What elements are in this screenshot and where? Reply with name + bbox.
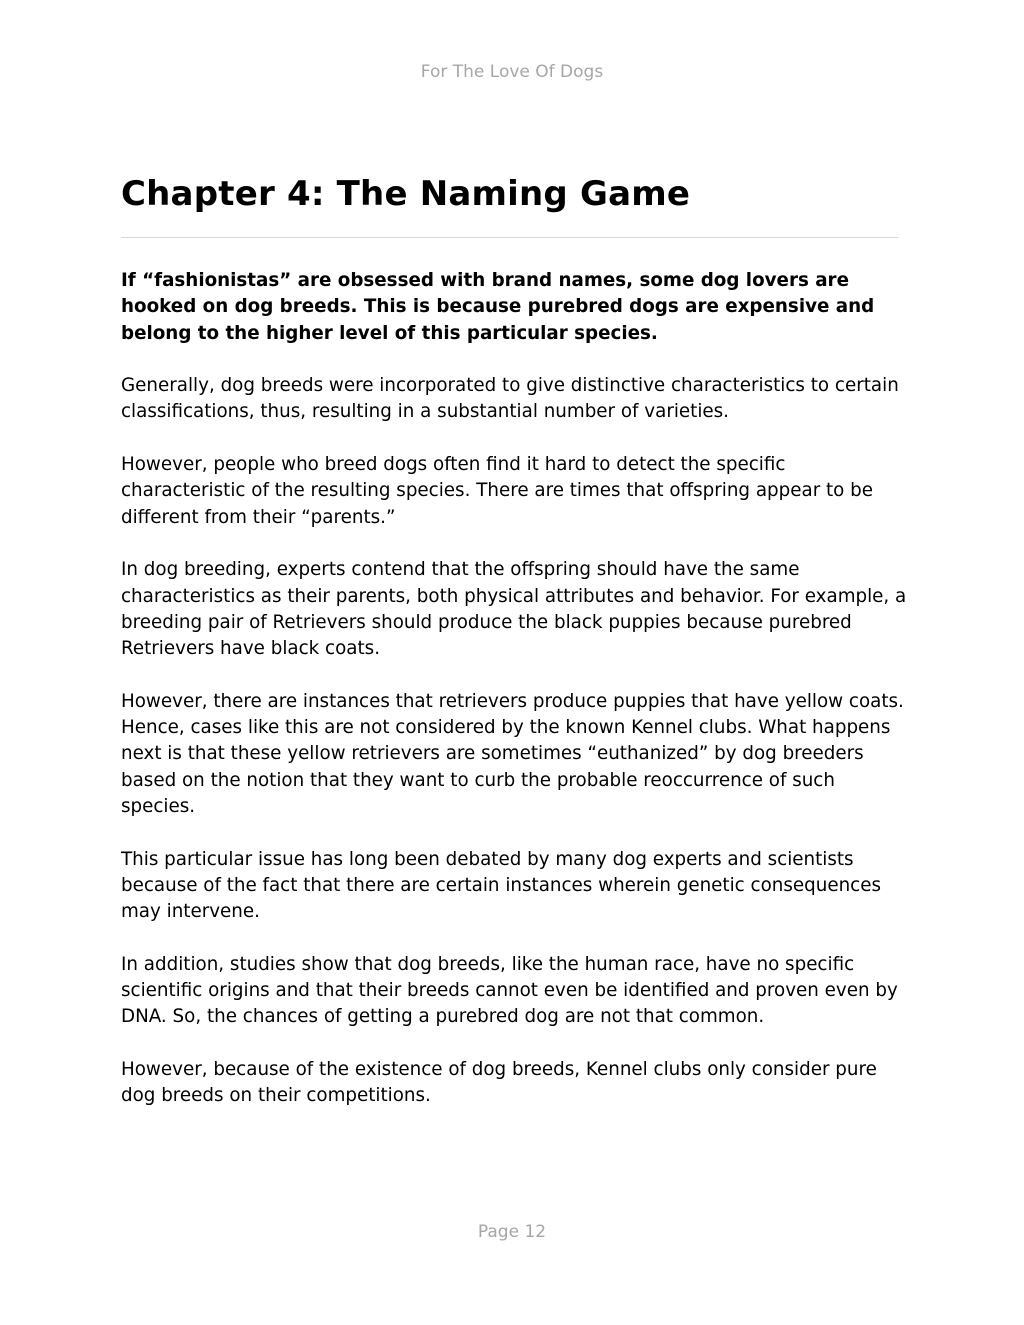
running-header: For The Love Of Dogs [420,62,604,82]
body-paragraph: However, because of the existence of dog breeds, Kennel clubs only consider pure dog breeds on their competitions. [121,1058,877,1107]
title-divider [121,237,899,238]
body-paragraph: This particular issue has long been debated by many dog experts and scientists because of the fact that there are certain instances wherein genetic consequences may intervene. [121,848,881,923]
body-paragraph: In dog breeding, experts contend that the offspring should have the same characteristics as their parents, both physical attributes and behavior. For example, a breeding pair of Retrievers should produce the black puppies because purebred Retrievers have black coats. [121,559,907,660]
body-paragraph: In addition, studies show that dog breeds, like the human race, have no specific scientific origins and that their breeds cannot even be identified and proven even by DNA. So, the chances of getting a purebred dog are not that common. [121,953,898,1028]
page-number: Page 12 [477,1222,547,1242]
body-paragraph: However, people who breed dogs often find it hard to detect the specific characteristic of the resulting species. There are times that offspring appear to be different from their “parents.” [121,454,874,528]
body-paragraph: Generally, dog breeds were incorporated to give distinctive characteristics to certain classifications, thus, resulting in a substantial number of varieties. [121,375,899,423]
intro-paragraph: If “fashionistas” are obsessed with brand names, some dog lovers are hooked on dog breeds. This is because purebred dogs are expensive and belong to the higher level of this particular species. [121,270,875,344]
chapter-title: Chapter 4: The Naming Game [121,174,691,214]
chapter-content [121,171,911,1110]
body-paragraph: However, there are instances that retrievers produce puppies that have yellow coats. Hence, cases like this are not considered by the known Kennel clubs. What happens next is that these yellow retrievers are sometimes “euthanized” by dog breeders based on the notion that they want to curb the probable reoccurrence of such species. [121,690,904,817]
